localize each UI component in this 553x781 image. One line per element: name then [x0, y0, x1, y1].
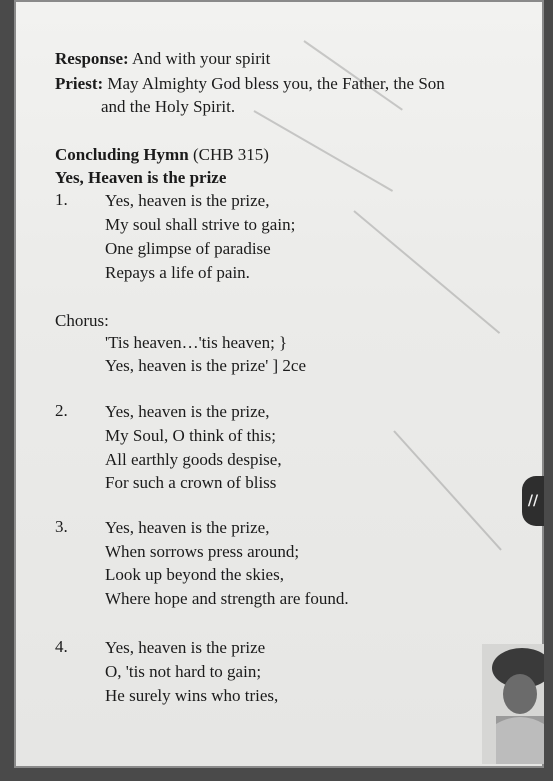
verse-number: 2. — [55, 401, 68, 420]
response-line — [55, 48, 270, 70]
hymn-heading-line — [55, 144, 269, 166]
side-tab[interactable]: // — [522, 476, 544, 526]
priest-text: May Almighty God bless you, the Father, the Son — [103, 74, 445, 93]
priest-label: Priest: — [55, 74, 104, 93]
verse-line: All earthly goods despise, — [105, 450, 282, 469]
response-text: And with your spirit — [128, 49, 271, 68]
priest-line-cont: and the Holy Spirit. — [101, 97, 236, 116]
hymn-reference: (CHB 315) — [188, 145, 269, 164]
verse-number: 1. — [55, 190, 68, 209]
hymn-sheet — [14, 0, 544, 768]
verse-line: He surely wins who tries, — [105, 686, 279, 705]
chorus-label: Chorus: — [55, 311, 109, 330]
verse-line: Yes, heaven is the prize, — [105, 518, 270, 537]
paper-crease — [353, 210, 500, 334]
verse-number: 4. — [55, 637, 68, 656]
hymn-title: Yes, Heaven is the prize — [55, 168, 227, 187]
chorus-line: 'Tis heaven…'tis heaven; } — [105, 333, 288, 352]
chorus-line: Yes, heaven is the prize' ] 2ce — [105, 356, 307, 375]
verse-line: Where hope and strength are found. — [105, 589, 349, 608]
verse-line: My Soul, O think of this; — [105, 426, 276, 445]
response-label: Response: — [55, 49, 129, 68]
verse-line: For such a crown of bliss — [105, 473, 277, 492]
priest-line — [55, 73, 445, 95]
paper-crease — [393, 430, 502, 550]
verse-line: When sorrows press around; — [105, 542, 300, 561]
verse-line: Yes, heaven is the prize — [105, 638, 266, 657]
verse-line: O, 'tis not hard to gain; — [105, 662, 262, 681]
portrait-photo — [482, 644, 544, 764]
hymn-heading: Concluding Hymn — [55, 145, 189, 164]
verse-line: My soul shall strive to gain; — [105, 215, 296, 234]
verse-line: One glimpse of paradise — [105, 239, 271, 258]
verse-line: Repays a life of pain. — [105, 263, 250, 282]
verse-line: Yes, heaven is the prize, — [105, 191, 270, 210]
verse-number: 3. — [55, 517, 68, 536]
verse-line: Yes, heaven is the prize, — [105, 402, 270, 421]
verse-line: Look up beyond the skies, — [105, 565, 284, 584]
paper-crease — [254, 110, 394, 192]
